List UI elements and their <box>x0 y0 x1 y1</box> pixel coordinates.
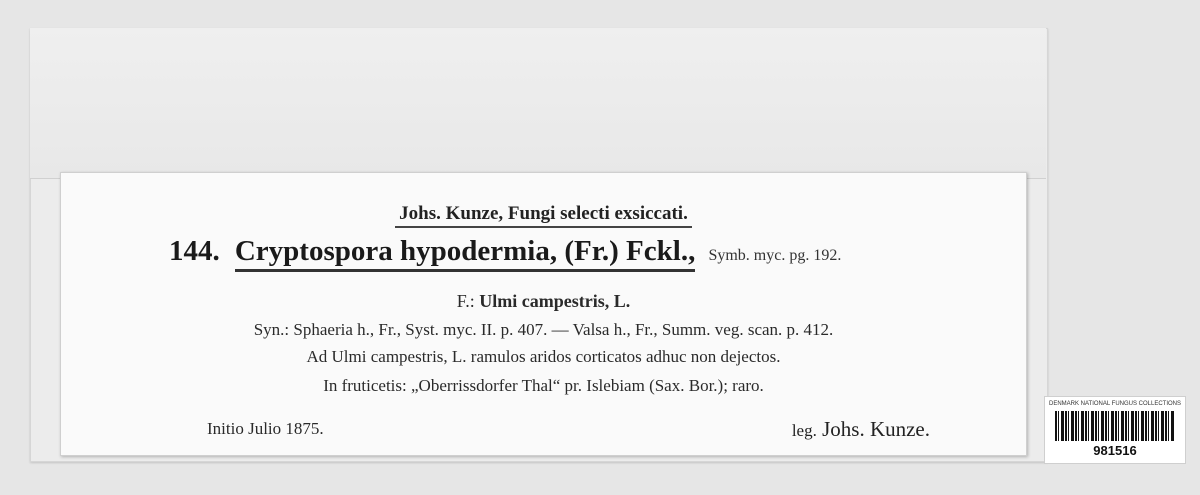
forma-line <box>61 291 1026 312</box>
habitat-line: In fruticetis: „Oberrissdorfer Thal“ pr. Islebiam (Sax. Bor.); raro. <box>323 376 764 395</box>
envelope-flap <box>30 28 1046 179</box>
exsiccata-number: 144. <box>169 235 220 267</box>
synonym-line: Syn.: Sphaeria h., Fr., Syst. myc. II. p. 407. — Valsa h., Fr., Summ. veg. scan. p. 412. <box>253 320 834 339</box>
series-title-text: Johs. Kunze, Fungi selecti exsiccati. <box>395 203 692 228</box>
literature-reference: Symb. myc. pg. 192. <box>708 247 842 264</box>
forma-prefix: F.: <box>456 291 475 311</box>
species-name: Cryptospora hypodermia, (Fr.) Fckl., <box>235 235 696 272</box>
title-row <box>169 235 986 268</box>
collection-date: Initio Julio 1875. <box>207 419 324 438</box>
barcode-icon <box>1055 411 1175 441</box>
substrate-line: Ad Ulmi campestris, L. ramulos aridos corticatos adhuc non dejectos. <box>306 347 781 366</box>
specimen-label <box>60 172 1027 456</box>
forma-name: Ulmi campestris, L. <box>479 291 631 311</box>
collector <box>792 417 930 442</box>
barcode-label <box>1044 396 1186 464</box>
barcode-number: 981516 <box>1093 443 1137 458</box>
collector-prefix: leg. <box>791 421 817 440</box>
barcode-header: DENMARK NATIONAL FUNGUS COLLECTIONS <box>1048 401 1182 407</box>
series-title <box>61 203 1026 225</box>
collector-name: Johs. Kunze. <box>822 417 930 441</box>
